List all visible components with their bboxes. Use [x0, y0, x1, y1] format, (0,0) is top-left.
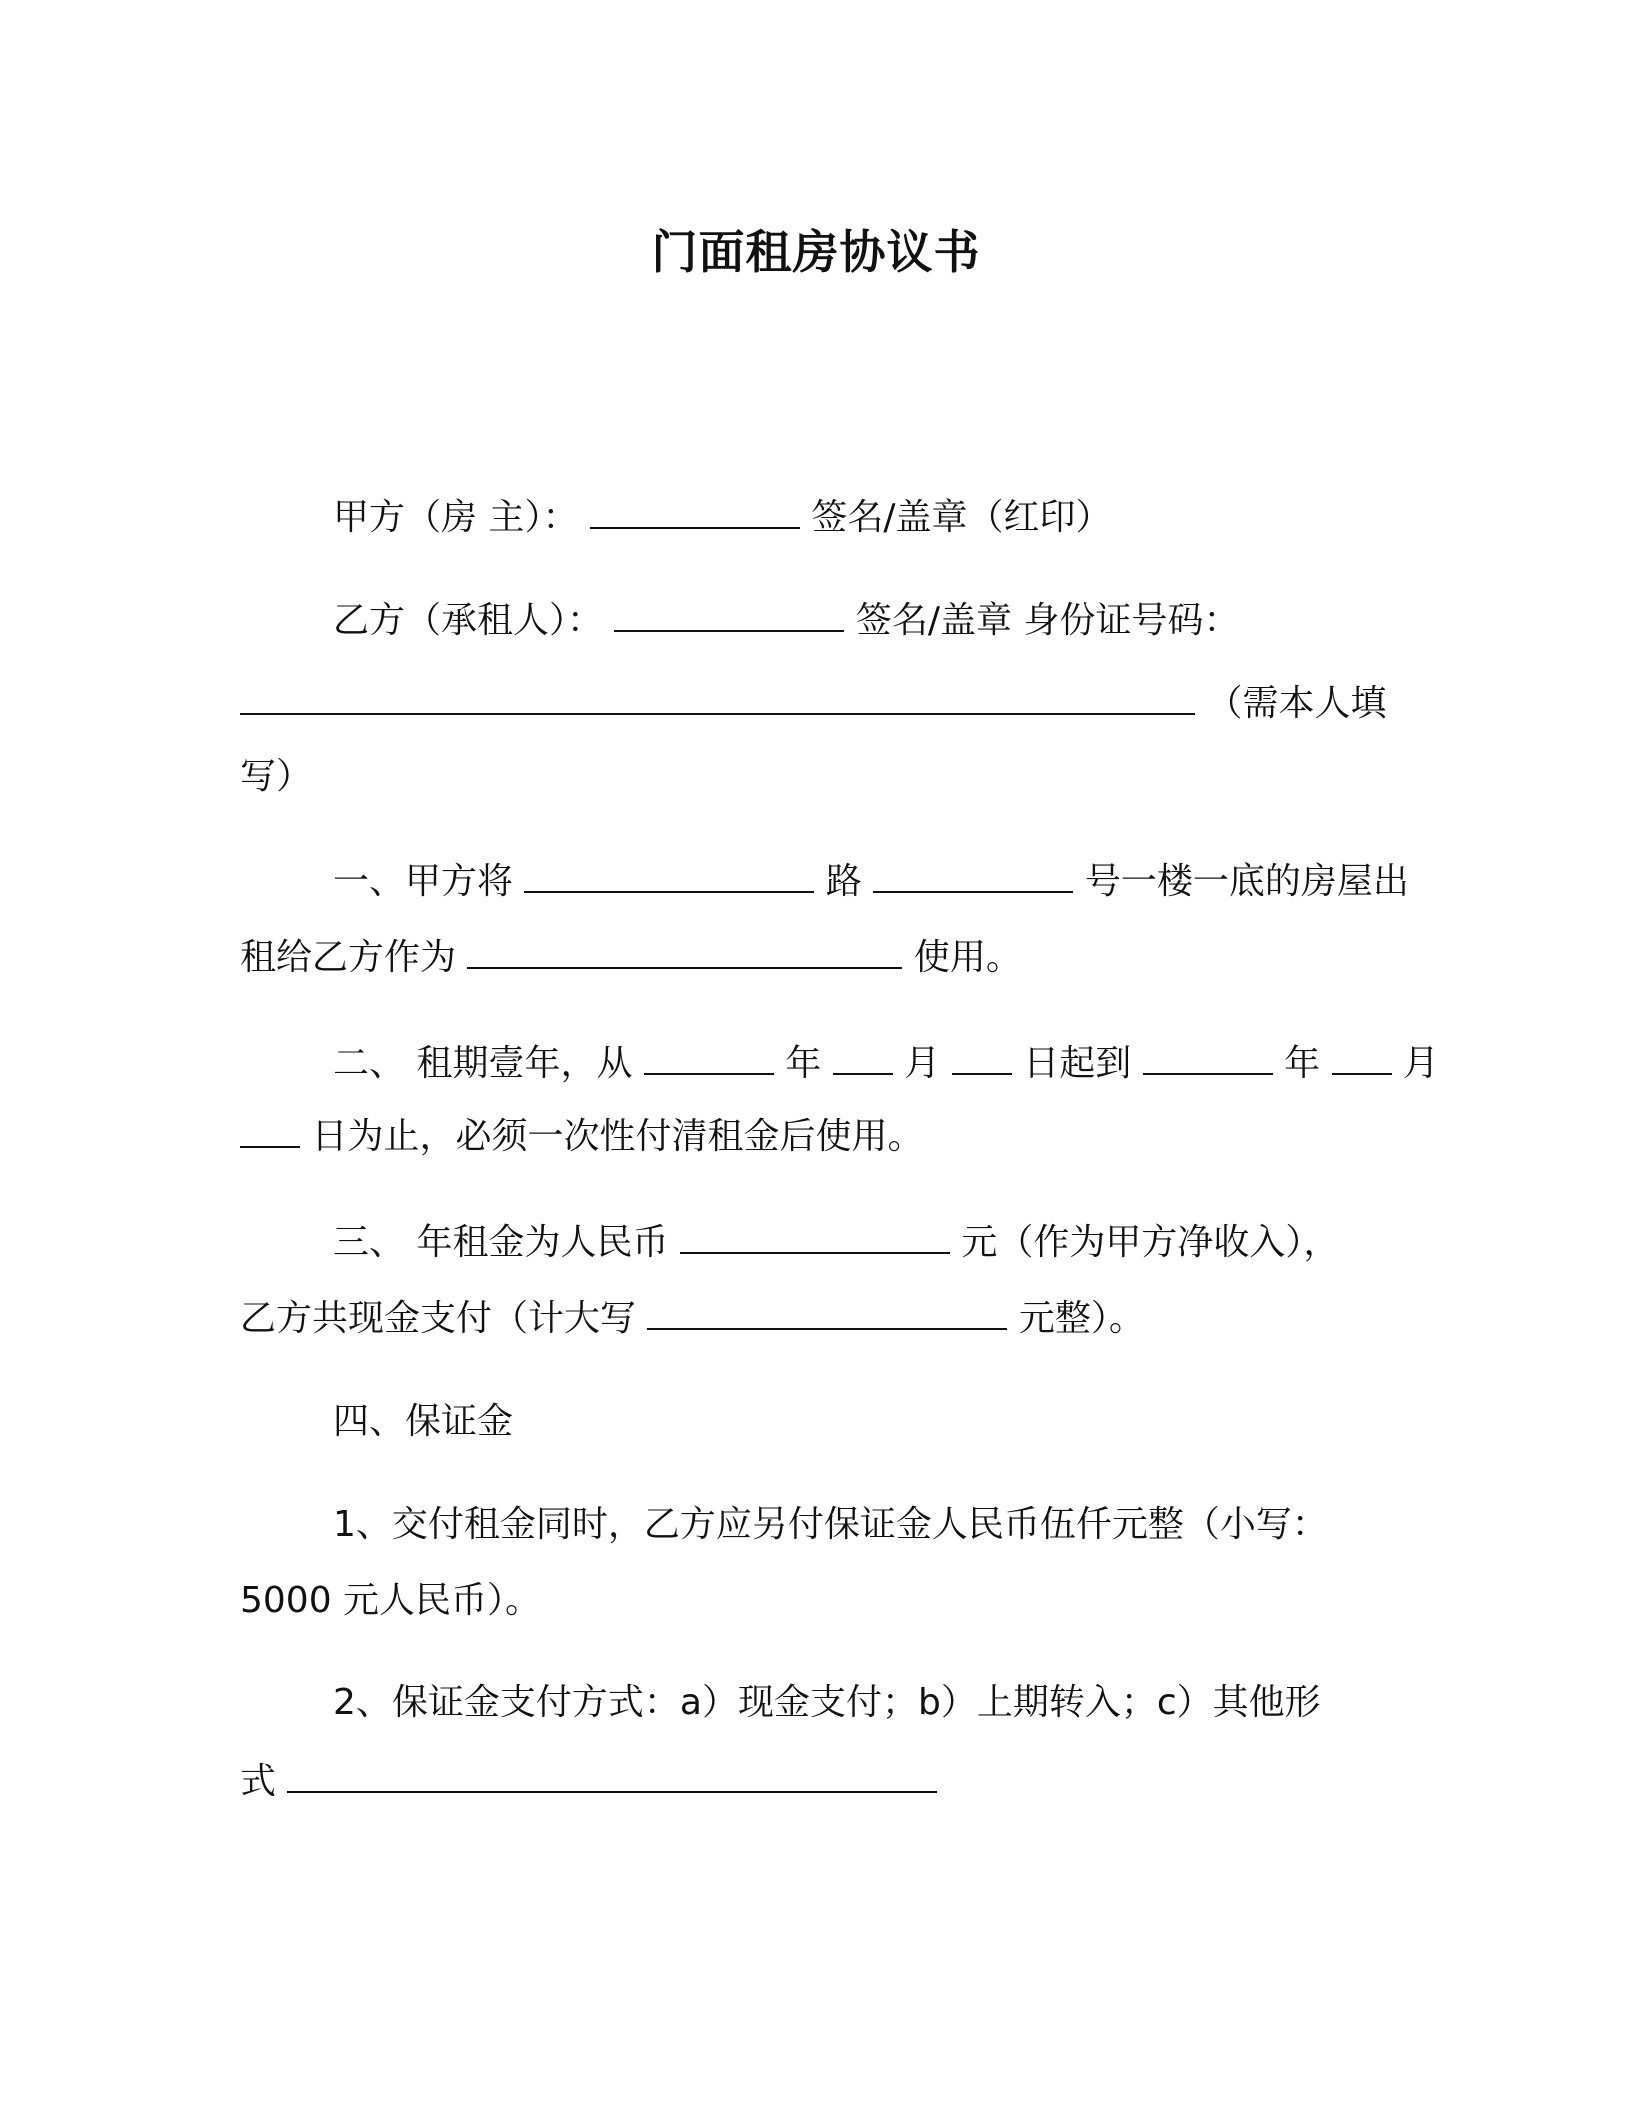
clause-1-number-suffix: 号一楼一底的房屋出: [1084, 861, 1409, 902]
clause-2-end-day-blank: [240, 1116, 300, 1148]
clause-3-suffix: 元（作为甲方净收入），: [961, 1222, 1340, 1263]
clause-4-item-1-line-1: 1、交付租金同时，乙方应另付保证金人民币伍仟元整（小写：: [333, 1504, 1328, 1545]
clause-3-prefix: 三、 年租金为人民币: [333, 1222, 669, 1263]
clause-1-line-1: [333, 857, 1409, 907]
clause-4-item-1-line-2: 5000 元人民币）。: [240, 1580, 542, 1621]
clause-2-month2: 月: [1403, 1043, 1440, 1084]
clause-1-line2-prefix: 租给乙方作为: [240, 937, 457, 978]
party-b-id-note: （需本人填: [1206, 683, 1387, 724]
clause-1-number-blank: [873, 861, 1073, 893]
clause-3-line-1: [333, 1218, 1339, 1268]
clause-2-start-year-blank: [644, 1043, 774, 1075]
clause-2-line-2: [240, 1112, 923, 1162]
clause-2-line-1: [333, 1039, 1439, 1089]
clause-4-item-2-line-2: [240, 1757, 937, 1807]
party-b-suffix: 签名/盖章 身份证号码：: [855, 600, 1240, 641]
clause-3-rent-blank: [680, 1222, 950, 1254]
clause-1-usage-blank: [467, 937, 902, 969]
party-a-line: [333, 493, 1112, 543]
clause-2-year: 年: [785, 1043, 822, 1084]
clause-1-line2-suffix: 使用。: [913, 937, 1022, 978]
clause-1-line-2: [240, 933, 1022, 983]
clause-2-start-day-blank: [952, 1043, 1012, 1075]
clause-1-street-blank: [524, 861, 814, 893]
party-b-name-blank: [614, 600, 844, 632]
clause-3-line2-suffix: 元整）。: [1018, 1298, 1145, 1339]
party-a-name-blank: [590, 497, 800, 529]
clause-3-amount-words-blank: [647, 1298, 1007, 1330]
party-a-suffix: 签名/盖章（红印）: [811, 497, 1112, 538]
clause-2-end-year-blank: [1143, 1043, 1273, 1075]
clause-4-other-method-blank: [287, 1761, 937, 1793]
party-a-label: 甲方（房 主）：: [333, 497, 579, 538]
clause-3-line-2: [240, 1294, 1145, 1344]
clause-2-year2: 年: [1284, 1043, 1321, 1084]
clause-2-prefix: 二、 租期壹年，从: [333, 1043, 633, 1084]
clause-1-prefix: 一、甲方将: [333, 861, 514, 902]
clause-2-end-month-blank: [1332, 1043, 1392, 1075]
party-b-id-line: [240, 679, 1386, 729]
clause-4-item-2-line-1: 2、保证金支付方式：a）现金支付；b）上期转入；c）其他形: [333, 1682, 1321, 1723]
party-b-id-note-cont: 写）: [240, 756, 313, 797]
clause-3-line2-prefix: 乙方共现金支付（计大写: [240, 1298, 637, 1339]
clause-2-start-month-blank: [833, 1043, 893, 1075]
clause-2-line2-suffix: 日为止，必须一次性付清租金后使用。: [311, 1116, 924, 1157]
clause-2-month: 月: [904, 1043, 941, 1084]
clause-2-day-to: 日起到: [1023, 1043, 1132, 1084]
party-b-line: [333, 596, 1240, 646]
clause-4-heading: 四、保证金: [333, 1401, 514, 1442]
document-title: 门面租房协议书: [651, 225, 981, 279]
clause-1-road: 路: [825, 861, 862, 902]
party-b-id-blank: [240, 683, 1195, 715]
clause-4-item-2-prefix: 式: [240, 1761, 277, 1802]
party-b-label: 乙方（承租人）：: [333, 600, 604, 641]
